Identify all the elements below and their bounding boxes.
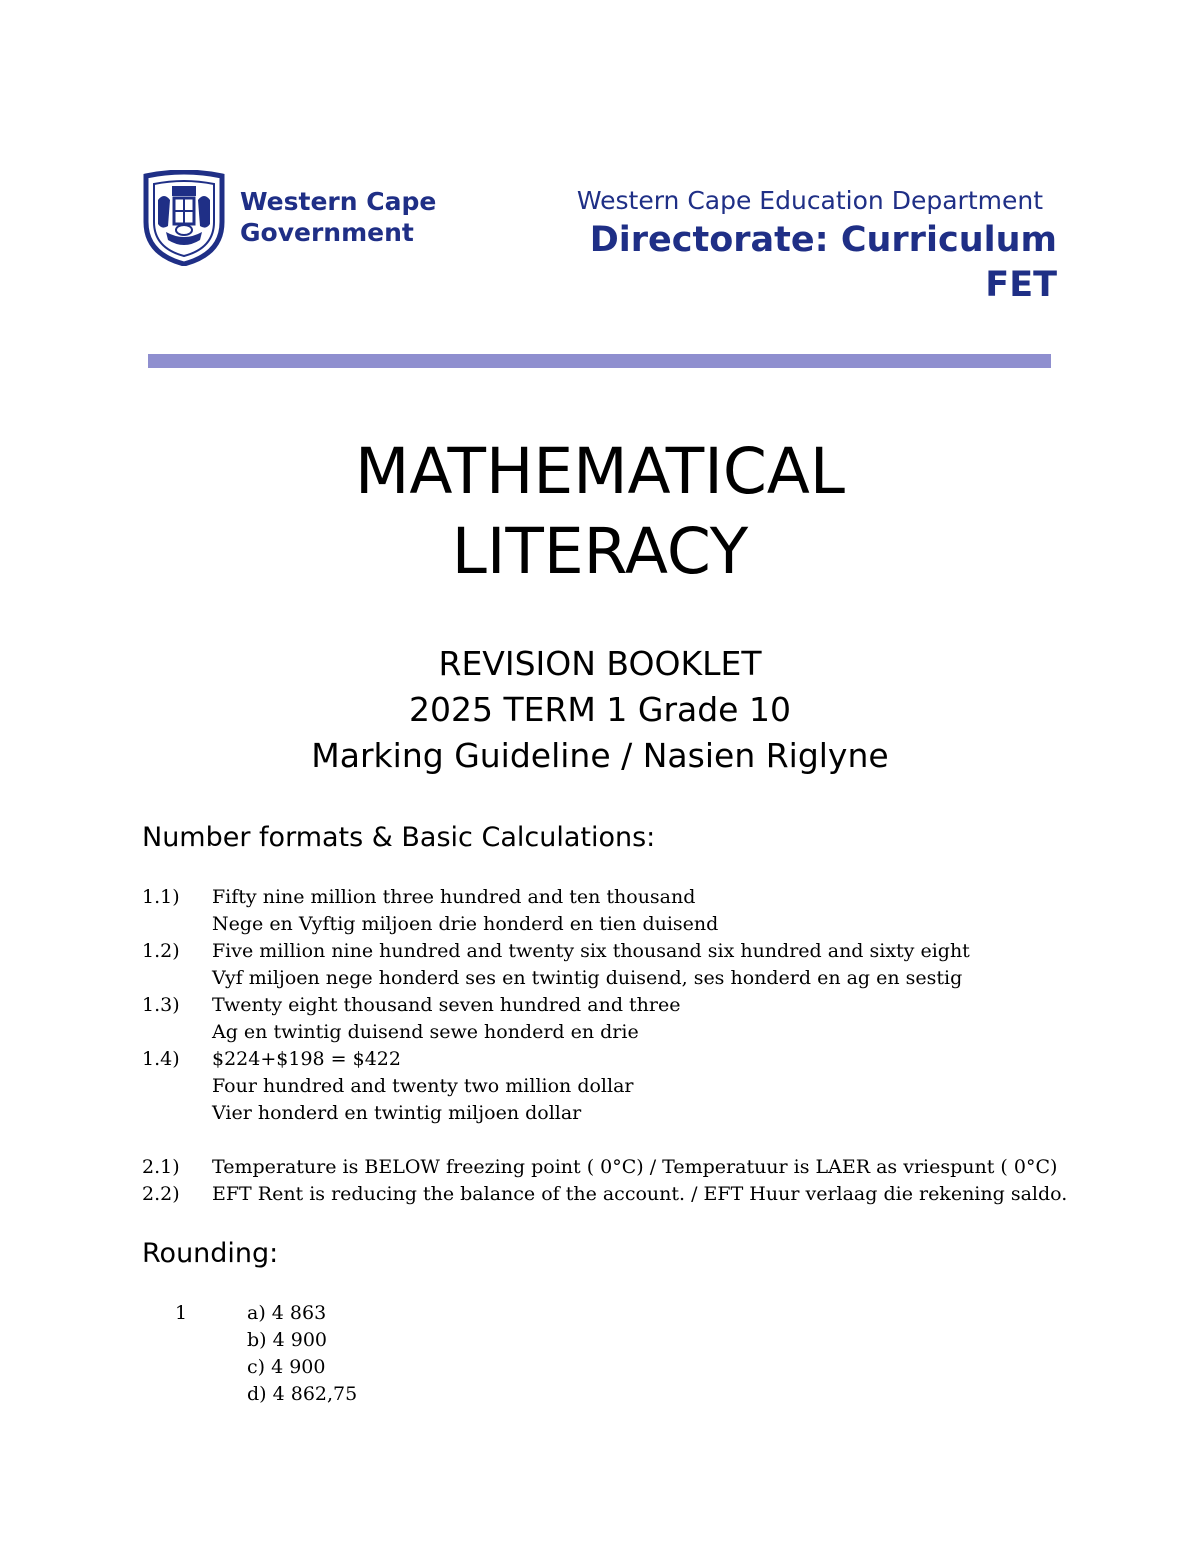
- item-number: 2.2): [142, 1183, 180, 1205]
- rounding-answer-d: d) 4 862,75: [247, 1383, 358, 1405]
- subtitle-line2: 2025 TERM 1 Grade 10: [409, 690, 791, 729]
- item-text: Four hundred and twenty two million dollar: [212, 1075, 634, 1097]
- government-name: [240, 186, 436, 248]
- list-item: [142, 1181, 1102, 1208]
- list-item: [142, 992, 1102, 1046]
- item-text: Ag en twintig duisend sewe honderd en drie: [212, 1021, 639, 1043]
- item-text: Fifty nine million three hundred and ten thousand: [212, 886, 696, 908]
- rounding-answer-c: c) 4 900: [247, 1356, 326, 1378]
- answer-list-1: [142, 884, 1102, 1127]
- item-number: 1.1): [142, 886, 180, 908]
- subtitle-line1: REVISION BOOKLET: [438, 644, 762, 683]
- item-text: Five million nine hundred and twenty six thousand six hundred and sixty eight: [212, 940, 970, 962]
- item-text: Twenty eight thousand seven hundred and three: [212, 994, 681, 1016]
- section-heading-rounding: Rounding:: [142, 1238, 279, 1269]
- subtitle-line3: Marking Guideline / Nasien Riglyne: [311, 736, 889, 775]
- list-item: [142, 884, 1102, 938]
- item-number: 2.1): [142, 1156, 180, 1178]
- item-text: Nege en Vyftig miljoen drie honderd en tien duisend: [212, 913, 719, 935]
- directorate-line1: Directorate: Curriculum: [589, 220, 1057, 260]
- rounding-answer-a: a) 4 863: [247, 1302, 327, 1324]
- item-number: 1: [175, 1302, 188, 1324]
- department-block: [577, 184, 1057, 308]
- department-name: Western Cape Education Department: [576, 186, 1043, 215]
- item-text: EFT Rent is reducing the balance of the account. / EFT Huur verlaag die rekening saldo.: [212, 1183, 1068, 1205]
- item-text: Vyf miljoen nege honderd ses en twintig duisend, ses honderd en ag en sestig: [212, 967, 963, 989]
- item-text: $224+$198 = $422: [212, 1048, 401, 1070]
- list-item: [142, 1154, 1102, 1181]
- directorate-line2: FET: [985, 265, 1057, 305]
- answer-list-2: [142, 1154, 1102, 1208]
- logo-text-line2: Government: [240, 218, 414, 247]
- document-title: [0, 432, 1200, 592]
- list-item: [142, 1046, 1102, 1127]
- item-number: 1.2): [142, 940, 180, 962]
- item-text: Temperature is BELOW freezing point ( 0°C) / Temperatuur is LAER as vriespunt ( 0°C): [212, 1156, 1058, 1178]
- title-line1: MATHEMATICAL: [354, 435, 846, 508]
- title-line2: LITERACY: [451, 515, 749, 588]
- rounding-answer-b: b) 4 900: [247, 1329, 328, 1351]
- wcg-logo: [138, 170, 448, 266]
- logo-text-line1: Western Cape: [240, 187, 437, 216]
- coat-of-arms-icon: [138, 170, 230, 266]
- list-item: [142, 938, 1102, 992]
- section-heading-number-formats: Number formats & Basic Calculations:: [142, 822, 656, 853]
- document-subtitle: [0, 641, 1200, 779]
- item-number: 1.4): [142, 1048, 180, 1070]
- header-divider: [148, 354, 1051, 368]
- item-number: 1.3): [142, 994, 180, 1016]
- item-text: Vier honderd en twintig miljoen dollar: [212, 1102, 582, 1124]
